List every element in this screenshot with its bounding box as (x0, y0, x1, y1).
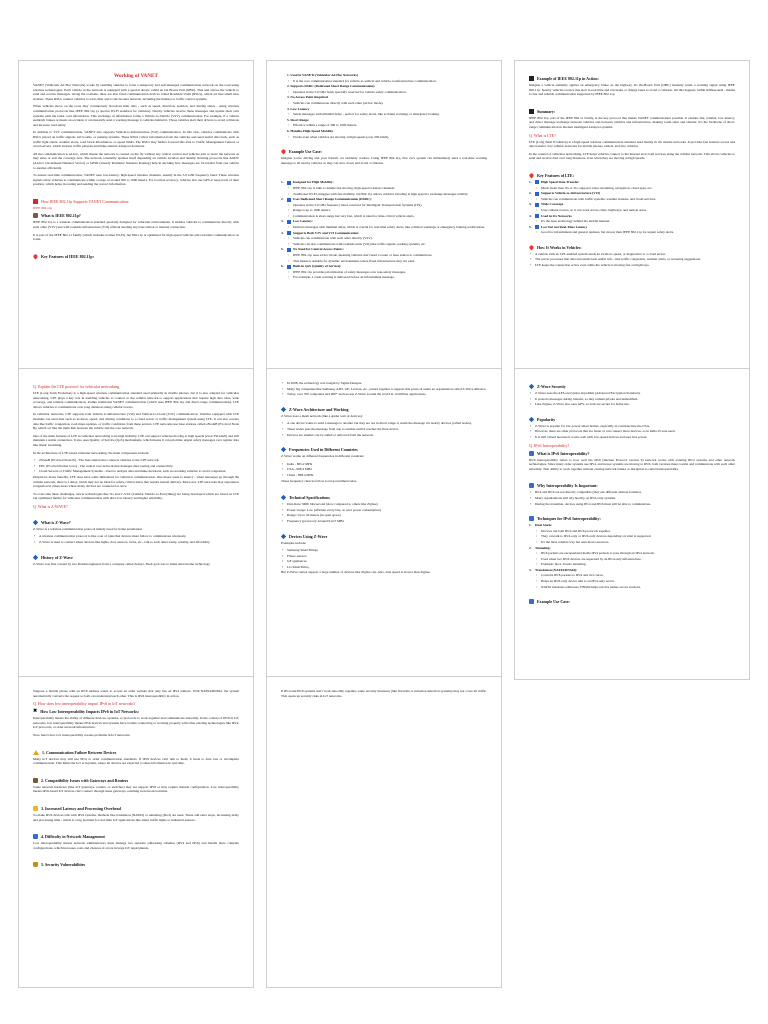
list-item: • Cloud Servers or Traffic Management Systems - Used to analyze data and make decisions, such as rerouting vehicles to avoid congestion. (33, 469, 239, 474)
paragraph: To make IPv6 devices talk with IPv4 systems, methods like translation (NAT64) or tunneling (6to4) are used. These add extra steps, increasing delay and processing time - which is a big problem for real-time IoT applications like smart traffic lights or industrial sensors. (33, 812, 239, 822)
list-item: • Devices are smaller can be added or removed from the network. (281, 433, 487, 438)
section-heading: ✖ How Low Interoperability Impacts IPv6 in IoT Networks: (33, 709, 140, 715)
list-item: • During the transition, devices using IPv4 and IPv6 must still be able to communicate. (529, 502, 735, 507)
list-item: • Like Zigbee, Z-Wave also uses AES, so both are secure for home use. (529, 402, 735, 407)
cross-icon: ✖ (33, 709, 38, 715)
list-item: • Range: Up to 30 meters (in open space) (281, 513, 487, 518)
section-heading: 4. Difficulty in Network Management (33, 834, 239, 839)
list-item: 3. Low Latency: (281, 219, 314, 224)
section-heading: Example Use Case: (529, 599, 735, 604)
list-item: 4. Low Latency (287, 106, 310, 111)
section-heading: Key Features of LTE: (529, 173, 735, 178)
blue-square-icon (287, 220, 291, 224)
list-item: • A wireless communication protocol is like a set of rules that devices must follow to communicate wirelessly. (33, 534, 239, 539)
paragraph: Interoperability means the ability of different devices, systems, or protocols to work together and communicate smoothly. In the context of IPv6 in IoT networks, low interoperability means IPv6 devices and systems have trouble connecting or working properly with other existing technologies like IPv4, IoT protocols, or older network infrastructure. (33, 716, 239, 730)
list-item: 4. Supports Both V2V and V2I Communication: (281, 230, 360, 235)
list-subitem: ◦ NAT64 translates addresses; DNS64 helps resolve names across versions. (529, 585, 735, 590)
list-subitem: ◦ Helps an IPv6-only device talk to an IPv4-only server. (529, 579, 735, 584)
list-item: 2. Supports Vehicle-to-Infrastructure (V2I) (529, 191, 600, 196)
list-item: 5. Low but not Real-Time Latency (529, 224, 588, 229)
question-heading: Q. How does low interoperability impact IPv6 in IoT networks? (33, 701, 136, 707)
list-item: • IPv4 and IPv6 are not directly compatible (they use different address formats). (529, 490, 735, 495)
subheading: IEEE 802.11p (33, 205, 53, 210)
paragraph: Imagine you're driving and your friend's car suddenly crashes. Using IEEE 802.11p, that car's system can immediately send a real-time warning message to all nearby vehicles so they can slow down and avoid a collision. (281, 156, 487, 165)
list-subitem: ◦ Range is up to 1000 meters. (281, 208, 487, 213)
section-heading: History of Z-Wave (33, 555, 239, 560)
section-heading: How IEEE 802.11p Supports VANET Communication: (33, 199, 239, 204)
black-square-icon (529, 76, 534, 81)
section-heading: Summary: (529, 109, 735, 114)
list-item: 4. Used in 4G Networks (529, 213, 572, 218)
paragraph: One of the main features of LTE in vehicular networking is its high mobility. LTE can support vehicles moving at high speeds (even 350 km/h) and still maintain a stable connection. It also uses Quality of Service (QoS) mechanisms, which means it can prioritize urgent safety messages over regular data like music streaming. (33, 433, 239, 447)
section-heading: 1. Communication Failure Between Devices (33, 750, 239, 755)
paragraph: Despite its many benefits, LTE does have some limitations for vehicular communication. One major issue is latency - when messages go through the cellular network, there is a delay, which may not be ideal for safety-critical alerts that require instant delivery. Moreover, LTE networks may experience congestion in urban areas where many devices are connected at once. (33, 474, 239, 489)
list-item: • Data Rate: 9600 bits/second (slow compared to others like Zigbee) (281, 502, 487, 507)
list-item: • LG SmartThinq (281, 565, 487, 570)
list-item: • Fibaro sensors (281, 554, 487, 559)
list-item: • China - 868.4 MHz (281, 473, 487, 478)
list-item: 1. Designed for High Mobility: (281, 180, 334, 185)
paragraph: But Z-Wave cannot support a large number of devices like Zigbee can. Also, data speed is slower than Zigbee. (281, 570, 431, 575)
paragraph: Now, here's how low interoperability creates problems in IoT networks: (33, 732, 131, 737)
list-subitem: ◦ Vehicles can communicate with each other directly (V2V). (281, 236, 487, 241)
hourglass-icon (33, 806, 38, 811)
blue-square-icon (287, 231, 291, 235)
blue-square-icon (287, 181, 291, 185)
list-item: 2. Tunneling: (529, 545, 551, 550)
paragraph: Examples include: (281, 540, 307, 545)
list-item: • eNodeB (Evolved Node B) - The base station that connects vehicles to the LTE network. (33, 458, 239, 463)
list-subitem: ◦ Used when two IPv6 devices are separated by an IPv4-only infrastructure. (529, 557, 735, 562)
paragraph: Z-Wave uses a mesh network (like a spider web of devices): (281, 413, 363, 418)
list-item: • Z-Wave uses the AES encryption algorithm (Advanced Encryption Standard). (529, 391, 735, 396)
pin-icon (32, 253, 38, 259)
red-square-icon (33, 199, 38, 204)
section-heading: Example of IEEE 802.11p in Action: (529, 76, 735, 81)
list-item: 3. Translation (NAT64/DNS64): (529, 567, 578, 572)
diamond-icon (33, 520, 38, 525)
question-heading: Q. Explain the LTE protocol for vehicular networking. (33, 384, 121, 389)
list-subitem: ◦ They can talk to IPv4-only or IPv6-only devices depending on what is supported. (529, 534, 735, 539)
list-item: • Many big companies like Samsung, ADT, GE, Leviton, etc., joined together to support this protocol under an organization called Z-Wave Alliance. (281, 387, 487, 392)
section-heading: Devices Using Z-Wave (281, 534, 487, 539)
list-item: • Many organizations still rely heavily on IPv4-only systems. (529, 496, 735, 501)
blue-square-icon (535, 203, 539, 207)
list-subitem: ◦ Vehicles can also communicate with roadside units (V2I) like traffic signals, parking systems, etc. (281, 242, 487, 247)
page-title: Working of VANET (114, 73, 158, 79)
list-item: • A one device wants to send a message to another but they are not in direct range, it sends the message via nearby devices (called nodes). (281, 421, 487, 426)
list-subitem: ◦ It is the core communication standard for vehicle-to-vehicle and vehicle-to-infrastructure communication. (281, 79, 487, 84)
page-6 (514, 368, 750, 680)
paragraph: These frequency choices follow local government rules. (281, 478, 357, 483)
page-4 (18, 368, 254, 680)
list-subitem: ◦ It's the most reliable way but uses more resources. (529, 540, 735, 545)
paragraph: Imagine a vehicle suddenly applies an emergency brake on the highway. Its On-Board Unit (OBU) instantly sends a warning signal using IEEE 802.11p. Nearby vehicles receive this alert in real time and can brake or change lanes to avoid a collision. All this happens within milliseconds - thanks to fast and reliable communication supported by IEEE 802.11p. (529, 83, 735, 97)
page-2 (266, 60, 502, 372)
paragraph: In the context of vehicular networking, LTE helps vehicles connect to the internet and cloud services using the cellular network. This allows vehicles to send and receive data over long distances, even when they are moving at high speeds. (529, 151, 735, 161)
list-item: 6. Handles High-Speed Mobility (287, 128, 334, 133)
list-subitem: ◦ Vehicles can communicate with traffic systems, weather stations, and cloud services. (529, 197, 735, 202)
warning-icon (33, 750, 39, 755)
paragraph: LTE (Long Term Evolution) is a high-speed wireless communication standard used mainly in 4G mobile networks. It provides fast internet access and data transfer over cellular networks for mobile phones, tablets, and also vehicles. (529, 139, 735, 149)
paragraph: In vehicular networks, LTE supports both Vehicle-to-Infrastructure (V2I) and Vehicle-to-Cloud (V2C) communication. Vehicles equipped with LTE modules can send data such as location, speed, and driving conditions to a cloud server or traffic management system using LTE. It can also receive data like traffic congestion, road maps updates, or traffic conditions from these servers. LTE networks use base stations called eNodeB (Evolved Node B), which act like the main link between the vehicle and the core network. (33, 412, 239, 431)
section-heading: Key Features of IEEE 802.11p: (33, 254, 239, 259)
list-subitem: ◦ IEEE 802.11p provides prioritization of safety messages over non-safety messages. (281, 270, 487, 275)
list-subitem: ◦ Operates in the 5.9 GHz frequency band, reserved for Intelligent Transportation Systems (ITS). (281, 203, 487, 208)
list-subitem: ◦ Converts IPv6 packets to IPv4 and vice versa. (529, 573, 735, 578)
list-item: • Frequency (protocol): Around 914.5 MHz (281, 519, 487, 524)
section-heading: 3. Increased Latency and Processing Overhead (33, 806, 239, 811)
paragraph: VANET (Vehicular Ad Hoc Network) works by enabling vehicles to form a temporary and self-managed communication network on the road using wireless technologies. Each vehicle in the network is equipped with a special device called an On Board Unit (OBU). This unit allows the vehicle to send and receive messages. Along the roadside, there are also fixed communication devices called Roadside Units (RSUs), which act like small base stations. These RSUs connect vehicles to each other and to the broader network, including the internet or traffic control systems. (33, 83, 239, 101)
gateway-icon (33, 778, 38, 783)
list-item: • LTE keeps the connection active even while the vehicle is moving fast on highways. (529, 263, 735, 268)
list-item: • Power Usage: Low (efficient every bite, so save power consumption) (281, 508, 487, 513)
camera-icon (33, 213, 38, 218)
list-subitem: ◦ IPv6 packets are encapsulated inside IPv4 packets to pass through an IPv4 network. (529, 551, 735, 556)
blue-square-icon (287, 248, 291, 252)
list-item: 6. Built-in QoS (Quality of Service): (281, 264, 342, 269)
list-item: 3. No Access Point Required (287, 95, 328, 100)
list-subitem: ◦ For example, a crash warning is delivered before an infotainment message. (281, 275, 487, 280)
blue-square-icon (535, 192, 539, 196)
list-item: 5. No Need for Central Access Points: (281, 247, 344, 252)
list-subitem: ◦ Traditional Wi-Fi struggles with fast mobility, but 802.11p allows vehicles traveling at high speed to exchange messages reliably. (281, 192, 487, 197)
blue-square-icon (287, 265, 291, 269)
list-item: • These nodes pass the message from one to another until it reaches the final device. (281, 427, 487, 432)
list-subitem: ◦ Much faster than 3G or 5G; supports video streaming, navigation, cloud apps, etc. (529, 186, 735, 191)
paragraph: When vehicles move on the road, they continuously broadcast their data - such as speed, direction, position, and driving status - using wireless communication protocols like IEEE 802.11p (a special Wi-Fi standard for vehicles). Nearby vehicles receive these messages and update their own systems with the latest road information. This exchange of information forms a Vehicle-to-Vehicle (V2V) communication. For example, if a vehicle suddenly brakes or meets an accident, it can instantly send a warning message to vehicles behind it. Those vehicles alert their drivers to avoid collisions and increase road safety. (33, 104, 239, 127)
paragraph: Z-Wave works on different frequencies in different countries: (281, 454, 365, 459)
question-heading: Q. What is Z-WAVE? (33, 503, 68, 509)
list-item: 1. High Speed Data Transfer (529, 179, 579, 184)
pin-icon (280, 149, 286, 155)
box-icon (529, 516, 534, 521)
list-subitem: ◦ Good for infotainment and general updates, but slower than IEEE 802.11p for urgent safety alerts. (529, 230, 735, 235)
section-heading: Example Use Case: (281, 149, 487, 154)
list-item: • Samsung SmartThings (281, 548, 487, 553)
list-item: 3. Wide Coverage (529, 202, 564, 207)
list-item: • However, there are other protocols that are faster or can connect more devices, so in India it's less used. (529, 429, 735, 434)
section-heading: Frequencies Used in Different Countries (281, 447, 487, 452)
list-subitem: ◦ Delivers messages with minimal delay, which is crucial for real-time safety alerts, like collision warnings or emergency braking notifications. (281, 225, 487, 230)
section-heading: Technical Specifications (281, 495, 487, 500)
section-heading: Z-Wave Architecture and Working (281, 407, 487, 412)
section-heading: Why Interoperability Is Important: (529, 483, 735, 488)
list-subitem: ◦ Operates in the 5.9 GHz band, specially reserved for vehicle safety communication. (281, 90, 487, 95)
blue-square-icon (535, 180, 539, 184)
list-item: • India - 865.2 MHz (281, 462, 487, 467)
section-heading: 2. Compatibility Issues with Gateways and Routers (33, 778, 239, 783)
blue-square-icon (535, 214, 539, 218)
list-item: 1. Dual Stack: (529, 523, 553, 528)
pin-icon (528, 244, 534, 250)
list-subitem: ◦ Sends messages with minimal delay - perfect for safety alerts, like accident warnings or emergency braking. (281, 112, 487, 117)
paragraph: All the communication is ad-hoc, which means the network is created on the fly without any central control and vehicles join or leave the network as they enter or exit the coverage area. The network constantly updates itself depending on vehicle location and density. Routing protocols like AODV (Ad-hoc On-demand Distance Vector) or GPSR (Greedy Perimeter Stateless Routing) help in deciding how messages are forwarded from one vehicle to another efficiently. (33, 151, 239, 170)
question-heading: Q. IPv6 Interoperability? (529, 442, 570, 448)
diamond-icon (529, 384, 534, 389)
paragraph: Some network hardware (like IoT gateways, routers, or switches) may not support IPv6 or may require manual configuration. Low interoperability means IPv6-based IoT devices can't connect through these gateways, resulting in network isolation. (33, 784, 239, 794)
list-item: • USA - 908.4 MHz (281, 467, 487, 472)
black-square-icon (529, 109, 534, 114)
lock-icon (33, 862, 38, 867)
list-subitem: ◦ Devices run both IPv4 and IPv6 protocols together. (529, 529, 735, 534)
diamond-icon (33, 555, 38, 560)
list-item: • The server processes that data and sends back useful info - like traffic congestion, weather alerts, or rerouting suggestions. (529, 257, 735, 262)
list-subitem: ◦ Works even when vehicles are moving at high speeds (over 200 km/h). (281, 135, 487, 140)
list-subitem: ◦ Vehicles can communicate directly with each other (ad hoc mode). (281, 101, 487, 106)
list-item: 2. Uses Dedicated Short Range Communication (DSRC): (281, 197, 372, 202)
list-item: 5. Short Range (287, 117, 309, 122)
diamond-icon (281, 407, 286, 412)
list-item: • A vehicle with an LTE-enabled system sends its location, speed, or diagnostics to a cloud server. (529, 252, 735, 257)
list-subitem: ◦ Effective within a range of 300 to 1000 meters. (281, 123, 487, 128)
pin-icon (528, 172, 534, 178)
page-1 (18, 60, 254, 372)
box-icon (529, 451, 534, 456)
blue-square-icon (287, 198, 291, 202)
paragraph: IEEE 802.11p, part of the IEEE 802.11 family, is the key protocol that makes VANET communication possible. It enables fast, reliable, low-latency, and direct message exchange between vehicles and between vehicles and infrastructure, making roads safer and smarter. It's the backbone of short-range communication in modern intelligent transport systems. (529, 115, 735, 129)
list-subitem: ◦ Communication is short-range but very fast, which is ideal for time-critical vehicle alerts. (281, 214, 487, 219)
list-item: • Today, over 700 companies and 900+ devices use Z-Wave around the world in 14 million applications. (281, 392, 487, 397)
list-item: 1. Used in VANETs (Vehicular Ad Hoc Networks) (287, 73, 358, 77)
section-heading: Z-Wave Security (529, 384, 735, 389)
list-subitem: ◦ IEEE 802.11p uses ad hoc mode, meaning vehicles don't need a router or base station to communicate. (281, 253, 487, 258)
paragraph: In the architecture of LTE-based vehicular networking, the main components include: (33, 450, 150, 455)
page-3 (514, 60, 750, 372)
paragraph: Suppose a mobile phone with an IPv6 address wants to access an older website that only has an IPv4 address. With NAT64/DNS64, the system automatically converts the request so both can understand each other. This is IPv6 interoperability in action. (33, 689, 239, 698)
paragraph: Z-Wave was first created by two Danish engineers from a company called Zensys. Their goal was to make smart home technology (33, 561, 210, 566)
paragraph: IEEE 802.11p is a wireless communication standard specially designed for vehicular environments. It enables vehicles to communicate directly with each other (V2V) and with roadside infrastructure (V2I) without needing any base station or internet connection. (33, 220, 239, 230)
list-item: • Z-Wave is used to connect smart devices like lights, door sensors, locks, etc., talk to each other easily, reliably, and affordably. (33, 540, 239, 545)
diamond-icon (281, 533, 286, 538)
list-subitem: ◦ It's the base technology behind 4G mobile internet. (529, 219, 735, 224)
paragraph: Z-Wave is a wireless communication protocol mainly used for home automation. (33, 526, 143, 531)
box-icon (529, 483, 534, 488)
blue-square-icon (535, 225, 539, 229)
page-8 (266, 676, 502, 988)
paragraph: Low interoperability means network administrators must manage two separate addressing schemes (IPv4 and IPv6) and handle more complex configurations, which increases costs and chances of errors in large IoT deployments. (33, 841, 239, 850)
section-heading: What is IEEE 802.11p? (33, 213, 239, 218)
section-heading: 5. Security Vulnerabilities (33, 862, 239, 867)
section-heading: What is Z-Wave? (33, 520, 239, 525)
paragraph: It is part of the IEEE 802.11 family (which includes normal Wi-Fi), but 802.11p is optimized for high-speed vehicles and real-time communication on roads. (33, 232, 239, 242)
list-item: 2. Supports DSRC (Dedicated Short Range Communication) (287, 84, 375, 89)
paragraph: In addition to V2V communication, VANET also supports Vehicle-to-Infrastructure (V2I) communication. In this case, vehicles communicate with RSUs placed on traffic signals, toll booths, or parking systems. These RSUs collect information from the vehicles and send useful data back, such as traffic light status, weather alerts, road block information, or speed limits. The RSUs may further forward this data to Traffic Management Centers or cloud servers, which analyze traffic patterns and make smarter transport decisions. (33, 130, 239, 149)
list-item: • EPC (Evolved Packet Core) - The central core network that manages data routing and connectivity. (33, 464, 239, 469)
box-icon (529, 599, 534, 604)
list-subitem: ◦ IEEE 802.11p is built to handle fast-moving, high-speed wireless channels. (281, 186, 487, 191)
list-subitem: ◦ This makes it suitable for dynamic environments where fixed infrastructure may not exist. (281, 259, 487, 264)
page-7 (18, 676, 254, 988)
section-heading: What is IPv6 Interoperability? (529, 451, 735, 456)
section-heading: Techniques for IPv6 Interoperability: (529, 516, 735, 521)
paragraph: IPv6 interoperability refers to how well the IPv6 (Internet Protocol version 6) network works with existing IPv4 systems and other network technologies. Since many older systems use IPv4, and newer systems are moving to IPv6, both versions must coexist and communicate with each other smoothly. That ability to work together without causing network failure or disruption is called interoperability. (529, 457, 735, 471)
page-5 (266, 368, 502, 680)
list-item: • It protects messages during transfer, so they remain private and unmodified. (529, 397, 735, 402)
list-item: • It is still valued because it works well with low-speed devices and uses less power. (529, 435, 735, 440)
paragraph: LTE (Long Term Evolution) is a high-speed wireless communication standard used primarily in mobile phones, but it is also adapted for vehicular networking. LTE plays a key role in enabling vehicles to connect to the cellular network to support applications that require high data rates, wide coverage, and reliable communication. Unlike traditional VANET communication (which uses IEEE 802.11p and direct-range communication), LTE allows vehicles to communicate over long distances using cellular towers. (33, 391, 239, 409)
list-item: • GE appliances (281, 559, 487, 564)
diamond-icon (529, 417, 534, 422)
list-subitem: ◦ Uses cellular towers, so it can work across cities, highways, and remote areas. (529, 208, 735, 213)
paragraph: Many IoT devices may still use IPv4 or older communication standards. If IPv6 devices can't talk to them, it leads to data loss or incomplete communication. This limits the IoT ecosystem, where all devices are expected to share information in real time. (33, 756, 239, 766)
list-item: • Z-Wave is popular for low-power smart homes, especially in countries like the USA. (529, 424, 735, 429)
section-heading: Popularity (529, 417, 735, 422)
paragraph: To overcome these challenges, newer technologies like 5G and C-V2X (Cellular Vehicle-to-Everything) are being developed which are based on LTE but optimized further for vehicular communication with ultra-low latency and higher reliability. (33, 491, 239, 501)
paragraph: To ensure real-time communication, VANET uses low-latency, high-speed wireless channels, usually in the 5.9 GHz frequency band. These wireless signals allow vehicles to communicate within a range of around 300 to 1000 meters. For location accuracy, vehicles also use GPS to keep track of their position, which helps in routing and sending the correct information. (33, 173, 239, 187)
gear-icon (33, 834, 38, 839)
section-heading: How It Works in Vehicles: (529, 245, 735, 250)
diamond-icon (281, 495, 286, 500)
list-subitem: ◦ Example: 6to4, Teredo tunneling. (529, 562, 735, 567)
list-item: • In 2008, the technology was bought by Sigma Designs. (281, 381, 487, 386)
diamond-icon (281, 447, 286, 452)
question-heading: Q. What is LTE? (529, 132, 556, 138)
paragraph: If IPv4 and IPv6 systems don't work smoothly together, some security measures (like firewalls or intrusion detection systems) may not cover all traffic. This opens up security risks in IoT networks. (281, 689, 487, 698)
